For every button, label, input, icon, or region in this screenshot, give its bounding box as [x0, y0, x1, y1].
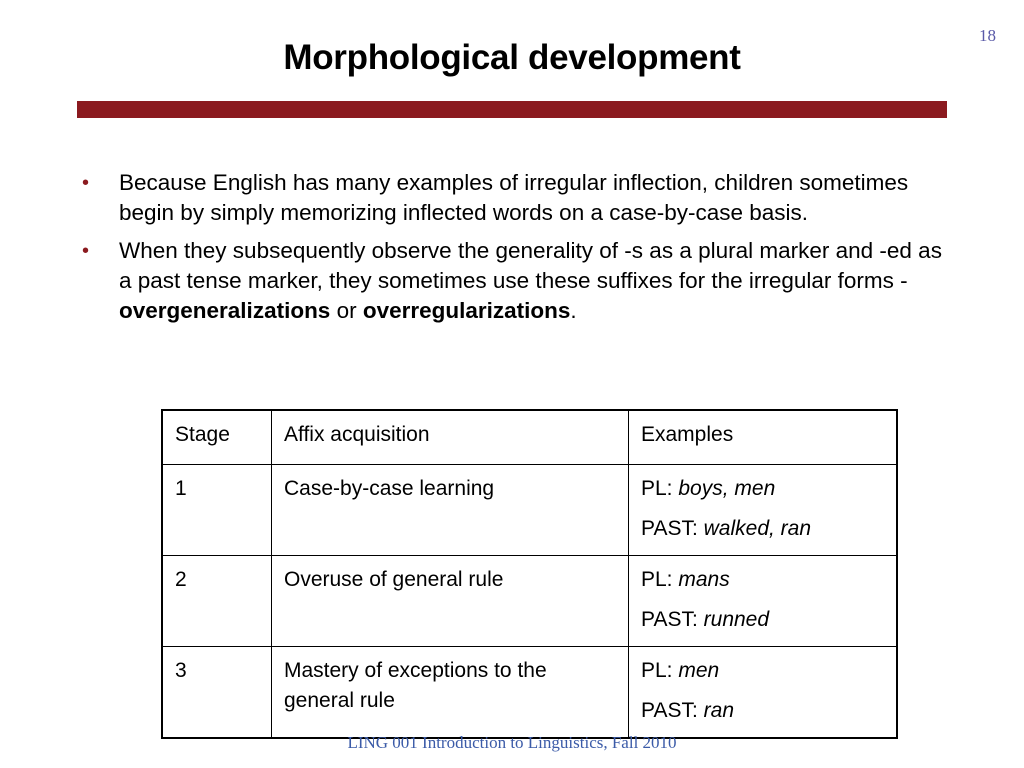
cell-stage: 3 [162, 647, 272, 739]
table-header-row [162, 410, 897, 465]
term-overregularizations: overregularizations [362, 298, 571, 323]
bullet-text: Because English has many examples of irregular inflection, children sometimes begin by simply memorizing inflected words on a case-by-case basis. [119, 170, 909, 225]
past-label: PAST: [641, 608, 698, 631]
header-stage: Stage [162, 410, 272, 465]
bullet-text: When they subsequently observe the generality of -s as a plural marker and -ed as a past tense marker, they sometimes use these suffixes for the irregular forms - [119, 238, 942, 293]
cell-examples [629, 647, 898, 739]
slide-footer: LING 001 Introduction to Linguistics, Fall 2010 [347, 733, 677, 752]
header-affix-acquisition: Affix acquisition [272, 410, 629, 465]
pl-value: boys, men [678, 477, 776, 500]
pl-label: PL: [641, 477, 673, 500]
slide-title: Morphological development [283, 38, 741, 77]
header-examples: Examples [629, 410, 898, 465]
table-row [162, 556, 897, 647]
past-example [641, 692, 886, 729]
bullet-dot-icon: • [82, 240, 90, 262]
bullet-dot-icon: • [82, 172, 90, 194]
title-divider [77, 101, 947, 118]
page-number: 18 [979, 26, 996, 45]
past-example [641, 601, 886, 638]
bullet-ending: . [570, 298, 577, 323]
past-label: PAST: [641, 517, 698, 540]
table-row [162, 647, 897, 739]
affix-acquisition-table [161, 409, 898, 739]
past-value: ran [703, 699, 734, 722]
cell-examples [629, 556, 898, 647]
past-label: PAST: [641, 699, 698, 722]
bullet-item [82, 236, 942, 326]
bullet-list [82, 168, 942, 334]
past-value: runned [703, 608, 770, 631]
pl-label: PL: [641, 659, 673, 682]
cell-affix: Overuse of general rule [272, 556, 629, 647]
plural-example [641, 656, 886, 686]
cell-stage: 1 [162, 465, 272, 556]
bullet-connector: or [330, 298, 363, 323]
past-value: walked, ran [703, 517, 812, 540]
pl-label: PL: [641, 568, 673, 591]
plural-example [641, 565, 886, 595]
cell-affix: Case-by-case learning [272, 465, 629, 556]
table-row [162, 465, 897, 556]
cell-affix: Mastery of exceptions to the general rule [272, 647, 629, 739]
term-overgeneralizations: overgeneralizations [119, 298, 331, 323]
bullet-item [82, 168, 942, 228]
pl-value: men [678, 659, 720, 682]
cell-stage: 2 [162, 556, 272, 647]
past-example [641, 510, 886, 547]
cell-examples [629, 465, 898, 556]
pl-value: mans [678, 568, 730, 591]
plural-example [641, 474, 886, 504]
